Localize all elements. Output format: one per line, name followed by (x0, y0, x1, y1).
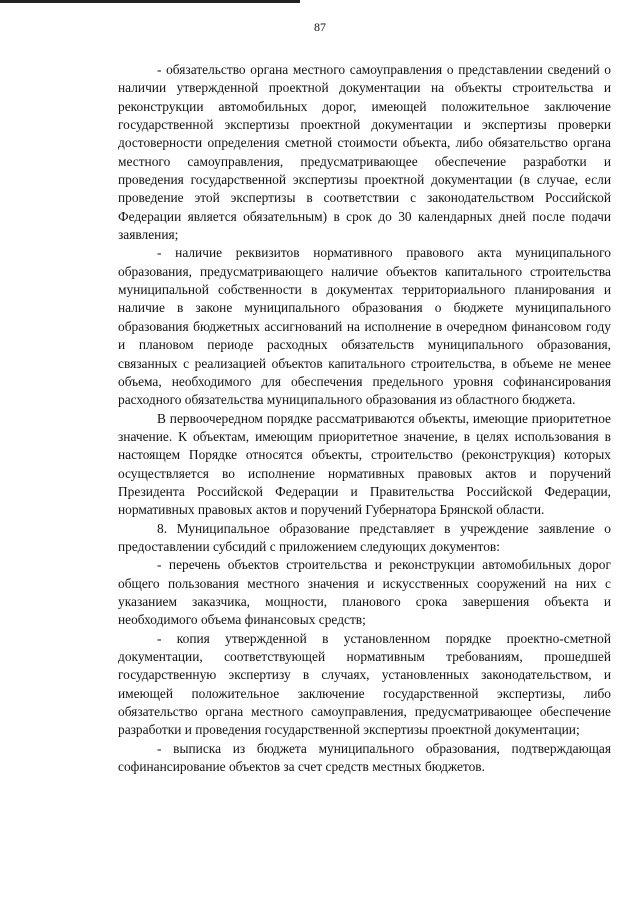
page-number: 87 (314, 20, 326, 34)
paragraph-municipal-act-requisites: - наличие реквизитов нормативного правового акта муниципального образования, предусматривающего наличие объектов капитального строительства муниципальной собственности в документах территориального планирования и наличие в законе муниципального образования о бюджете муниципального образования бюджетных ассигнований на исполнение в очередном финансовом году и плановом периоде расходных обязательств муниципального образования, связанных с реализацией объектов капитального строительства, в объеме не менее объема, необходимого для обеспечения предельного уровня софинансирования расходного обязательства муниципального образования из областного бюджета. (118, 245, 611, 408)
paragraph-obligation-project-documentation: - обязательство органа местного самоуправления о представлении сведений о наличии утвержденной проектной документации на объекты строительства и реконструкции автомобильных дорог, имеющей положительное заключение государственной экспертизы проектной документации и экспертизы проверки достоверности определения сметной стоимости объекта, либо обязательство органа местного самоуправления, предусматривающее обеспечение разработки и проведения государственной экспертизы проектной документации (в случае, если проведение этой экспертизы в соответствии с законодательством Российской Федерации является обязательным) в срок до 30 календарных дней после подачи заявления; (118, 62, 611, 243)
document-body (118, 61, 611, 776)
paragraph-design-estimate-copy: - копия утвержденной в установленном порядке проектно-сметной документации, соответствующей нормативным требованиям, прошедшей государственную экспертизу в случаях, установленных законодательством, и имеющей положительное заключение государственной экспертизы, либо обязательство органа местного самоуправления, предусматривающее обеспечение разработки и проведения государственной экспертизы проектной документации; (118, 630, 611, 738)
paragraph-list-of-objects: - перечень объектов строительства и реконструкции автомобильных дорог общего пользования местного значения и искусственных сооружений на них с указанием заказчика, мощности, планового срока завершения объекта и необходимого объема финансовых средств; (118, 557, 611, 628)
top-rule (0, 0, 300, 3)
paragraph-application-submission: 8. Муниципальное образование представляет в учреждение заявление о предоставлении субсидий с приложением следующих документов: (118, 520, 611, 554)
paragraph-budget-extract: - выписка из бюджета муниципального образования, подтверждающая софинансирование объектов за счет средств местных бюджетов. (118, 740, 611, 775)
paragraph-priority-objects: В первоочередном порядке рассматриваются объекты, имеющие приоритетное значение. К объектам, имеющим приоритетное значение, в целях использования в настоящем Порядке относятся объекты, строительство (реконструкция) которых осуществляется во исполнение нормативных правовых актов и поручений Президента Российской Федерации и Правительства Российской Федерации, нормативных правовых актов и поручений Губернатора Брянской области. (118, 410, 611, 518)
